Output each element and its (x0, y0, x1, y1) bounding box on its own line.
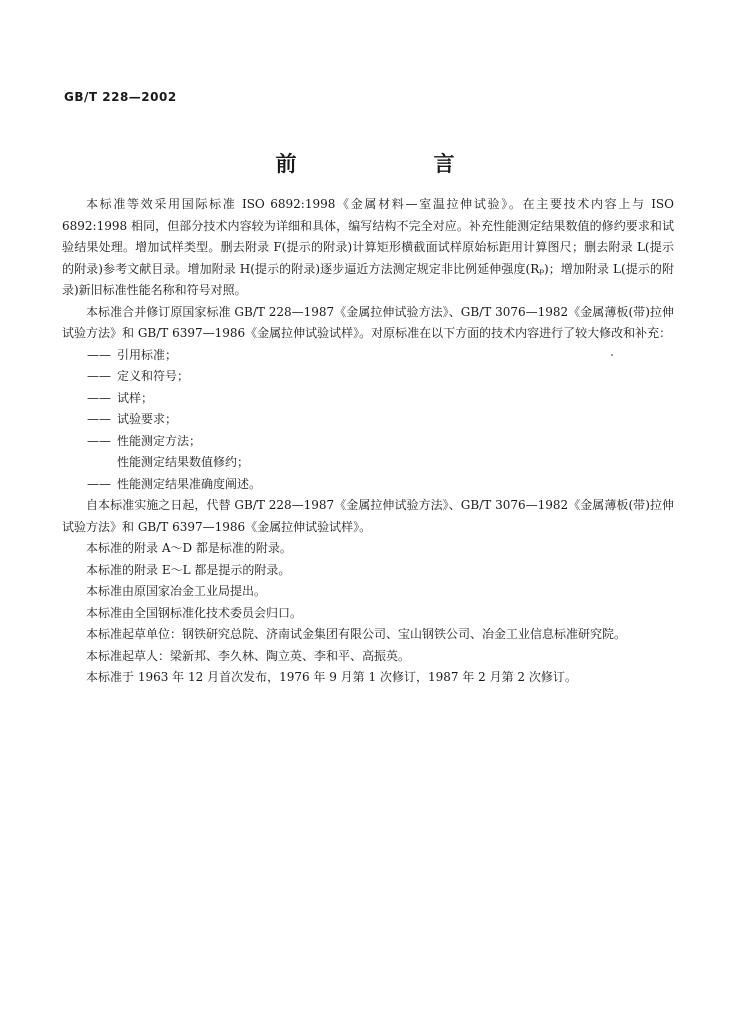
paragraph-informative-annexes: 本标准的附录 E～L 都是提示的附录。 (86, 562, 291, 577)
list-item-text: 试验要求； (117, 412, 178, 426)
list-dash: —— (87, 347, 111, 362)
paragraph-equivalence: 本标准等效采用国际标准 ISO 6892:1998《金属材料—室温拉伸试验》。在主要技术内容上与 ISO 6892:1998 相同，但部分技术内容较为详细和具体，编写结构不完全对应。补充性能测定结果数值的修约要求和试验结果处理。增加试样类型。删去附录 F(提示的附录)计算矩形横截面试样原始标距用计算图尺；删去附录 L(提示的附录)参考文献目录。增加附录 H(提示的附录)逐步逼近方法测定规定非比例延伸强度(Rₚ)；增加附录 L(提示的附录)新旧标准性能名称和符号对照。 (62, 197, 674, 297)
page-title-text: 前 言 (275, 152, 513, 176)
list-item-text: 性能测定方法； (117, 433, 202, 448)
list-item (62, 345, 674, 367)
list-item-text: 定义和符号； (117, 369, 190, 383)
list-item (62, 366, 674, 388)
paragraph-committee: 本标准由全国钢标准化技术委员会归口。 (86, 605, 303, 620)
foreword-body (62, 194, 674, 689)
paragraph-drafters: 本标准起草人：梁新邦、李久林、陶立英、李和平、高振英。 (86, 648, 411, 663)
list-item-text: 性能测定结果准确度阐述。 (117, 476, 262, 491)
list-item-text: 性能测定结果数值修约； (117, 455, 250, 469)
list-dash: —— (87, 412, 111, 426)
standard-code: GB/T 228—2002 (64, 90, 177, 104)
list-item (62, 409, 674, 431)
list-dash: —— (87, 476, 111, 491)
list-item (62, 474, 674, 496)
paragraph-replacement: 自本标准实施之日起，代替 GB/T 228—1987《金属拉伸试验方法》、GB/T 3076—1982《金属薄板(带)拉伸试验方法》和 GB/T 6397—1986《金属拉伸试验试样》。 (62, 498, 674, 534)
paragraph-normative-annexes: 本标准的附录 A～D 都是标准的附录。 (86, 541, 292, 555)
paragraph-merge: 本标准合并修订原国家标准 GB/T 228—1987《金属拉伸试验方法》、GB/T 3076—1982《金属薄板(带)拉伸试验方法》和 GB/T 6397—1986《金属拉伸试验试样》。对原标准在以下方面的技术内容进行了较大修改和补充： (62, 304, 674, 340)
list-item-text: 引用标准； (117, 347, 178, 362)
list-item (62, 388, 674, 410)
list-item-text: 试样； (117, 390, 154, 405)
paragraph-drafting-units: 本标准起草单位：钢铁研究总院、济南试金集团有限公司、宝山钢铁公司、冶金工业信息标准研究院。 (86, 627, 627, 641)
page-title (0, 148, 730, 178)
list-dash: —— (87, 390, 111, 405)
list-item (62, 431, 674, 453)
list-item (62, 452, 674, 474)
paragraph-proposer: 本标准由原国家冶金工业局提出。 (86, 584, 267, 598)
scan-speck (611, 354, 613, 356)
list-dash: —— (87, 433, 111, 448)
list-dash: —— (87, 369, 111, 383)
paragraph-history: 本标准于 1963 年 12 月首次发布，1976 年 9 月第 1 次修订，1987 年 2 月第 2 次修订。 (86, 670, 577, 684)
